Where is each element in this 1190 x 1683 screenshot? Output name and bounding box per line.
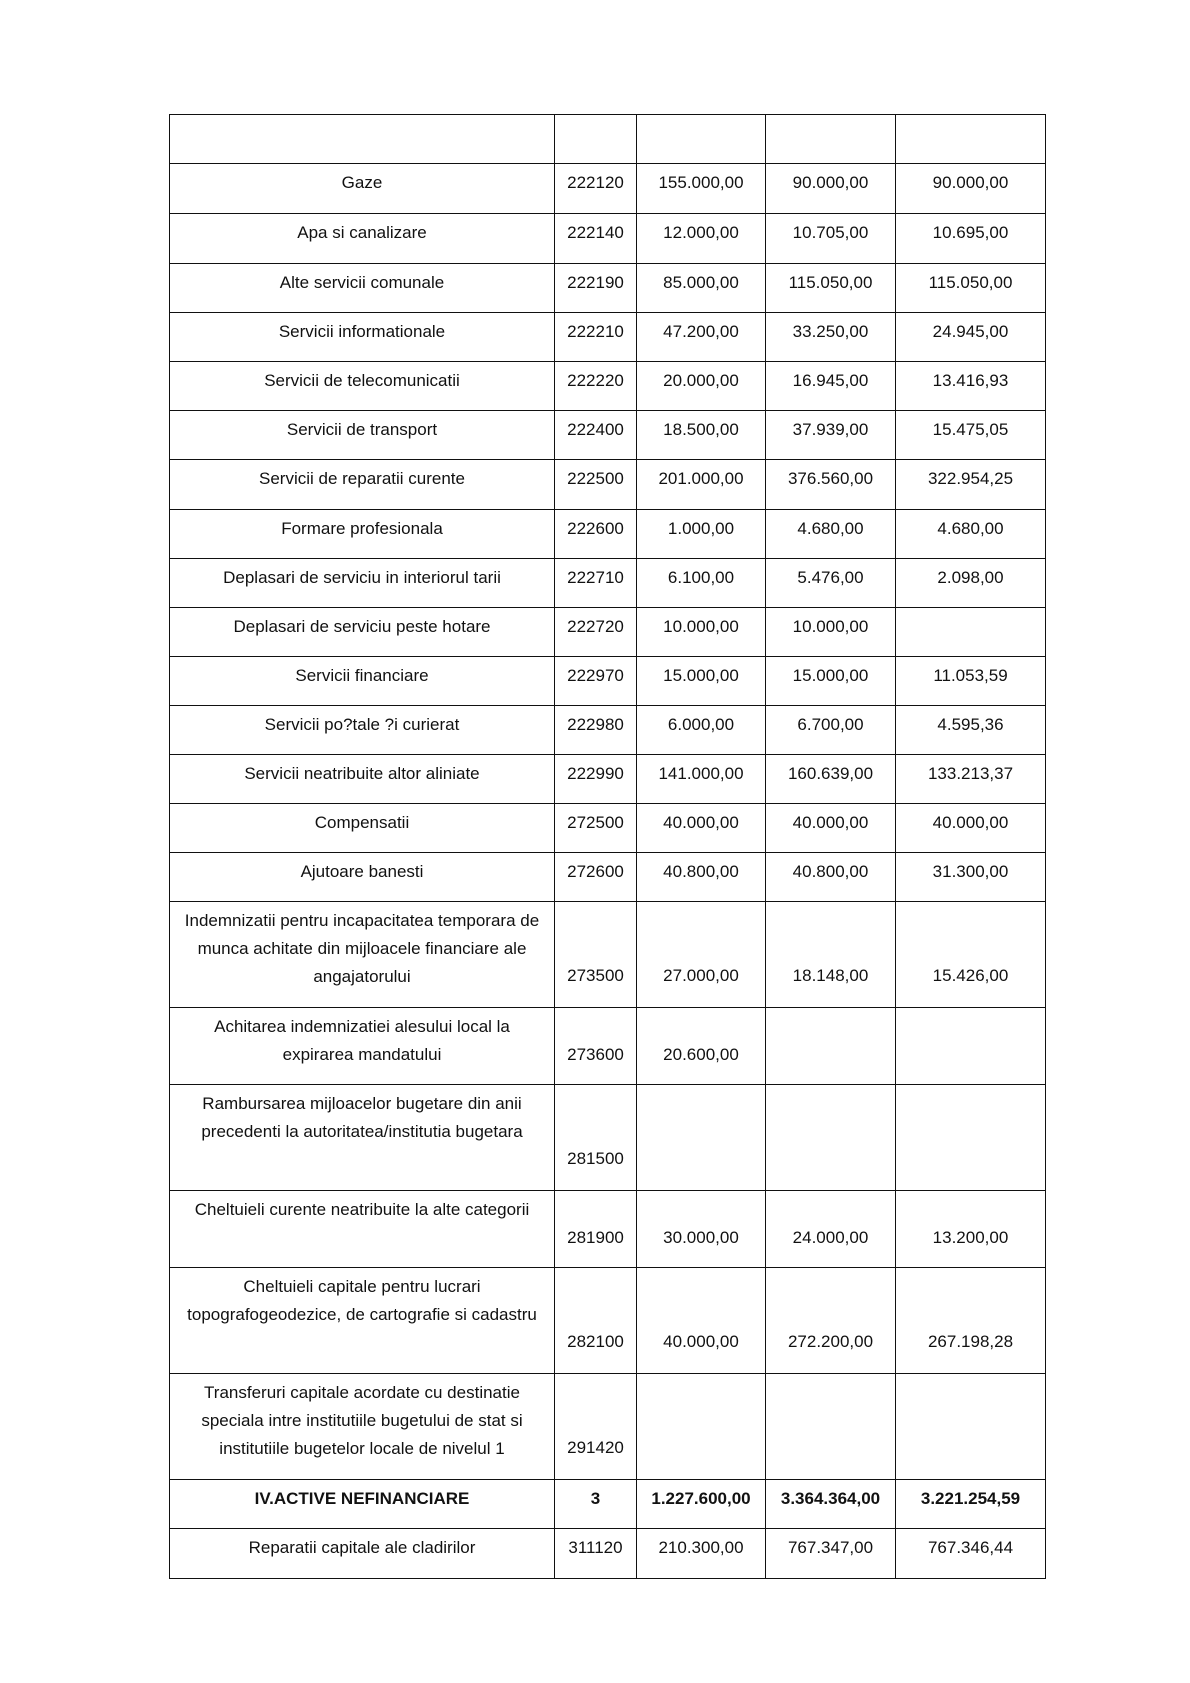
row-value-2 (766, 115, 896, 164)
table-row (170, 460, 1046, 510)
row-value-3 (896, 1085, 1046, 1191)
row-value-1: 85.000,00 (637, 264, 766, 313)
table-row (170, 657, 1046, 706)
row-value-2: 5.476,00 (766, 559, 896, 608)
row-value-3: 90.000,00 (896, 164, 1046, 214)
row-value-3 (896, 608, 1046, 657)
row-value-3: 3.221.254,59 (896, 1480, 1046, 1529)
row-value-3: 15.475,05 (896, 411, 1046, 460)
row-code: 222980 (555, 706, 637, 755)
row-label: Reparatii capitale ale cladirilor (170, 1529, 555, 1579)
row-label: Cheltuieli capitale pentru lucrari topografogeodezice, de cartografie si cadastru (170, 1268, 555, 1374)
row-value-1: 210.300,00 (637, 1529, 766, 1579)
row-value-3: 115.050,00 (896, 264, 1046, 313)
row-value-3: 15.426,00 (896, 902, 1046, 1008)
row-label: IV.ACTIVE NEFINANCIARE (170, 1480, 555, 1529)
row-value-3: 13.200,00 (896, 1191, 1046, 1268)
row-value-2: 40.800,00 (766, 853, 896, 902)
table-row (170, 1085, 1046, 1191)
row-value-1: 141.000,00 (637, 755, 766, 804)
row-value-3: 24.945,00 (896, 313, 1046, 362)
table-row (170, 755, 1046, 804)
table-row (170, 214, 1046, 264)
row-value-1: 20.600,00 (637, 1008, 766, 1085)
row-value-3: 11.053,59 (896, 657, 1046, 706)
row-value-3: 267.198,28 (896, 1268, 1046, 1374)
row-code: 222720 (555, 608, 637, 657)
row-label: Servicii de transport (170, 411, 555, 460)
row-value-1 (637, 1374, 766, 1480)
row-label: Servicii de telecomunicatii (170, 362, 555, 411)
table-row (170, 1529, 1046, 1579)
row-value-3 (896, 1374, 1046, 1480)
table-row (170, 559, 1046, 608)
row-value-1: 6.000,00 (637, 706, 766, 755)
row-label: Indemnizatii pentru incapacitatea temporara de munca achitate din mijloacele financiare ale angajatorului (170, 902, 555, 1008)
table-row (170, 510, 1046, 559)
row-label: Servicii neatribuite altor aliniate (170, 755, 555, 804)
row-value-2: 6.700,00 (766, 706, 896, 755)
row-value-1 (637, 1085, 766, 1191)
row-code: 222210 (555, 313, 637, 362)
row-value-2: 767.347,00 (766, 1529, 896, 1579)
row-code: 222140 (555, 214, 637, 264)
row-value-1: 40.000,00 (637, 1268, 766, 1374)
row-code: 222970 (555, 657, 637, 706)
row-code: 311120 (555, 1529, 637, 1579)
row-value-2: 16.945,00 (766, 362, 896, 411)
row-value-1: 15.000,00 (637, 657, 766, 706)
row-value-1: 40.000,00 (637, 804, 766, 853)
row-code: 222400 (555, 411, 637, 460)
row-value-1: 6.100,00 (637, 559, 766, 608)
row-value-2 (766, 1085, 896, 1191)
table-row (170, 1191, 1046, 1268)
row-value-2 (766, 1008, 896, 1085)
row-code: 272500 (555, 804, 637, 853)
row-value-1: 30.000,00 (637, 1191, 766, 1268)
table-row (170, 264, 1046, 313)
row-label: Gaze (170, 164, 555, 214)
row-code: 273500 (555, 902, 637, 1008)
row-value-3: 767.346,44 (896, 1529, 1046, 1579)
row-label: Servicii informationale (170, 313, 555, 362)
row-code: 272600 (555, 853, 637, 902)
row-label: Transferuri capitale acordate cu destinatie speciala intre institutiile bugetului de stat si institutiile bugetelor locale de nivelul 1 (170, 1374, 555, 1480)
row-value-1: 10.000,00 (637, 608, 766, 657)
row-code: 222990 (555, 755, 637, 804)
table-row (170, 706, 1046, 755)
row-value-3: 322.954,25 (896, 460, 1046, 510)
row-value-2: 115.050,00 (766, 264, 896, 313)
table-row (170, 608, 1046, 657)
table-row (170, 411, 1046, 460)
row-code: 222190 (555, 264, 637, 313)
row-code (555, 115, 637, 164)
table-row (170, 1480, 1046, 1529)
row-label: Compensatii (170, 804, 555, 853)
row-label: Rambursarea mijloacelor bugetare din anii precedenti la autoritatea/institutia bugetara (170, 1085, 555, 1191)
row-value-1: 1.227.600,00 (637, 1480, 766, 1529)
row-value-3: 4.595,36 (896, 706, 1046, 755)
row-code: 291420 (555, 1374, 637, 1480)
row-value-1: 1.000,00 (637, 510, 766, 559)
row-value-1: 12.000,00 (637, 214, 766, 264)
table-row (170, 313, 1046, 362)
row-value-3: 10.695,00 (896, 214, 1046, 264)
row-value-2: 33.250,00 (766, 313, 896, 362)
row-label: Achitarea indemnizatiei alesului local la expirarea mandatului (170, 1008, 555, 1085)
table-row (170, 853, 1046, 902)
row-code: 222710 (555, 559, 637, 608)
row-value-1: 27.000,00 (637, 902, 766, 1008)
row-value-3: 2.098,00 (896, 559, 1046, 608)
row-label: Apa si canalizare (170, 214, 555, 264)
row-label: Formare profesionala (170, 510, 555, 559)
row-value-1: 47.200,00 (637, 313, 766, 362)
table-header-row (170, 115, 1046, 164)
row-value-2 (766, 1374, 896, 1480)
row-value-2: 40.000,00 (766, 804, 896, 853)
row-value-2: 160.639,00 (766, 755, 896, 804)
row-label: Deplasari de serviciu in interiorul tarii (170, 559, 555, 608)
row-value-3: 31.300,00 (896, 853, 1046, 902)
row-value-3: 133.213,37 (896, 755, 1046, 804)
row-value-2: 4.680,00 (766, 510, 896, 559)
row-value-3 (896, 1008, 1046, 1085)
row-value-1 (637, 115, 766, 164)
table-row (170, 164, 1046, 214)
row-value-2: 90.000,00 (766, 164, 896, 214)
row-code: 281900 (555, 1191, 637, 1268)
table-row (170, 362, 1046, 411)
row-value-3 (896, 115, 1046, 164)
row-value-2: 18.148,00 (766, 902, 896, 1008)
row-value-2: 15.000,00 (766, 657, 896, 706)
row-label: Servicii de reparatii curente (170, 460, 555, 510)
row-value-2: 376.560,00 (766, 460, 896, 510)
row-code: 222600 (555, 510, 637, 559)
table-row (170, 1008, 1046, 1085)
row-code: 282100 (555, 1268, 637, 1374)
row-value-3: 13.416,93 (896, 362, 1046, 411)
row-label: Servicii po?tale ?i curierat (170, 706, 555, 755)
row-value-3: 4.680,00 (896, 510, 1046, 559)
row-label: Alte servicii comunale (170, 264, 555, 313)
row-code: 222500 (555, 460, 637, 510)
row-label (170, 115, 555, 164)
row-code: 281500 (555, 1085, 637, 1191)
row-value-1: 18.500,00 (637, 411, 766, 460)
table-row (170, 804, 1046, 853)
row-value-2: 10.000,00 (766, 608, 896, 657)
row-code: 222120 (555, 164, 637, 214)
table-row (170, 902, 1046, 1008)
row-value-2: 37.939,00 (766, 411, 896, 460)
row-value-1: 201.000,00 (637, 460, 766, 510)
row-label: Deplasari de serviciu peste hotare (170, 608, 555, 657)
table-row (170, 1268, 1046, 1374)
row-value-2: 3.364.364,00 (766, 1480, 896, 1529)
row-value-1: 40.800,00 (637, 853, 766, 902)
row-code: 3 (555, 1480, 637, 1529)
row-value-2: 10.705,00 (766, 214, 896, 264)
budget-table (169, 114, 1046, 1579)
row-value-2: 24.000,00 (766, 1191, 896, 1268)
row-value-2: 272.200,00 (766, 1268, 896, 1374)
row-value-1: 155.000,00 (637, 164, 766, 214)
row-value-1: 20.000,00 (637, 362, 766, 411)
row-code: 273600 (555, 1008, 637, 1085)
row-label: Servicii financiare (170, 657, 555, 706)
row-label: Ajutoare banesti (170, 853, 555, 902)
row-label: Cheltuieli curente neatribuite la alte categorii (170, 1191, 555, 1268)
row-value-3: 40.000,00 (896, 804, 1046, 853)
table-row (170, 1374, 1046, 1480)
row-code: 222220 (555, 362, 637, 411)
